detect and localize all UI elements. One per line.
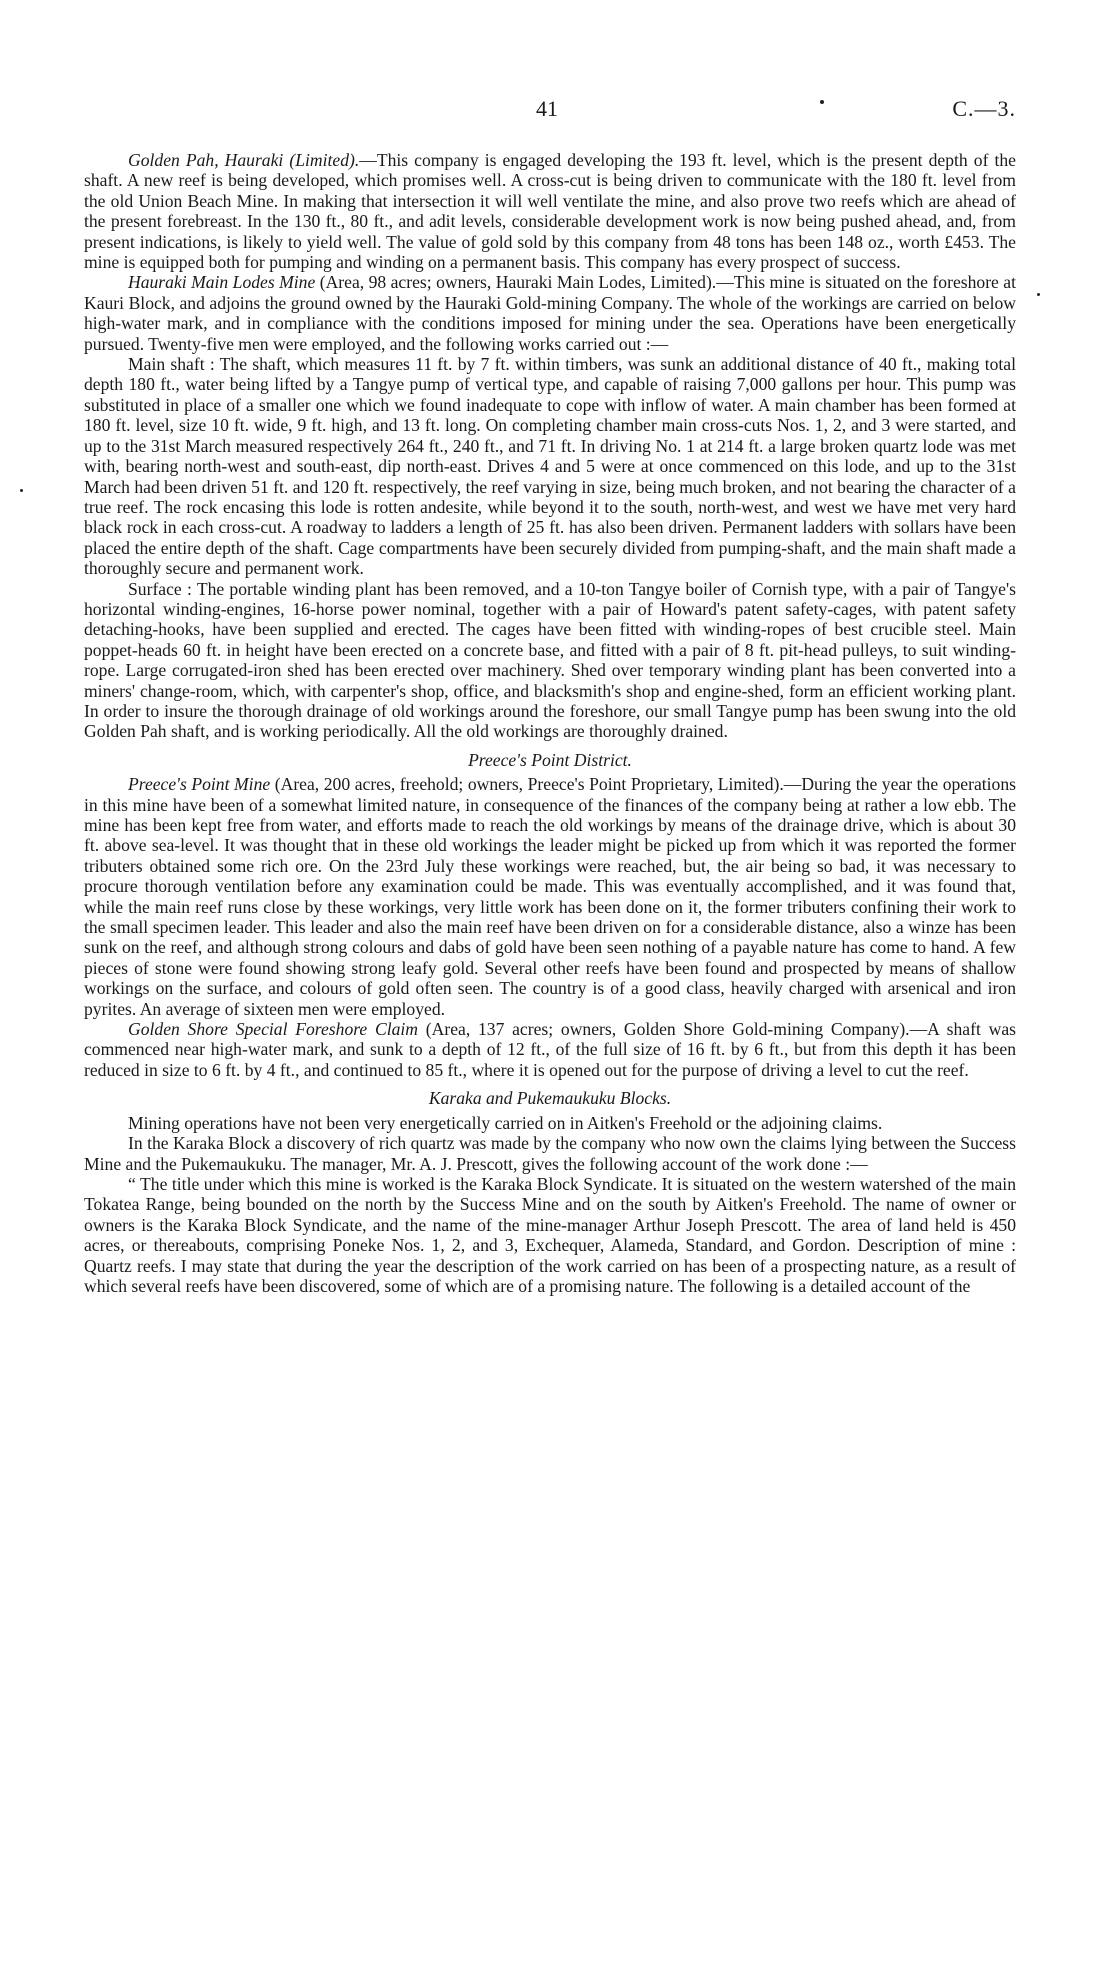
stray-mark [20,489,23,492]
company-title: Golden Shore Special Foreshore Claim [128,1019,419,1040]
paragraph-karaka-1: Mining operations have not been very energetically carried on in Aitken's Freehold or the adjoining claims. [128,1112,883,1133]
paragraph-preeces-point-mine [84,774,1016,1019]
paragraph-text: —This company is engaged developing the 193 ft. level, which is the present depth of the shaft. A new reef is being developed, which promises well. A cross-cut is being driven to communicate with the 180 ft. level from the old Union Beach Mine. In making that intersection it will well ventilate the mine, and also prove two reefs which are ahead of the present forebreast. In the 130 ft., 80 ft., and adit levels, considerable development work is now being pushed ahead, and, from present indications, is likely to yield well. The value of gold sold by this company from 48 tons has been 148 oz., worth £453. The mine is equipped both for pumping and winding on a permanent basis. This company has every prospect of success. [84,150,1016,273]
section-heading-preeces-point: Preece's Point District. [468,749,632,770]
paragraph-surface: Surface : The portable winding plant has been removed, and a 10-ton Tangye boiler of Cornish type, with a pair of Tangye's horizontal winding-engines, 16-horse power nominal, together with a pair of Howard's patent safety-cages, with patent safety detaching-hooks, have been supplied and erected. The cages have been fitted with winding-ropes of best crucible steel. Main poppet-heads 60 ft. in height have been erected on a concrete base, and fitted with a pair of 8 ft. pit-head pulleys, to suit winding-rope. Large corrugated-iron shed has been erected over machinery. Shed over temporary winding plant has been converted into a miners' change-room, which, with carpenter's shop, office, and blacksmith's shop and engine-shed, form an efficient working plant. In order to insure the thorough drainage of old workings around the foreshore, our small Tangye pump has been swung into the old Golden Pah shaft, and is working periodically. All the old workings are thoroughly drained. [84,578,1016,742]
page-number: 41 [536,96,558,121]
company-title: Preece's Point Mine [128,774,271,795]
stray-mark [820,100,824,104]
section-heading-karaka: Karaka and Pukemaukuku Blocks. [428,1088,672,1109]
stray-mark [1037,293,1040,296]
paragraph-text: (Area, 137 acres; owners, Golden Shore Gold-mining Company).—A shaft was commenced near high-water mark, and sunk to a depth of 12 ft., of the full size of 16 ft. by 6 ft., but from this depth it has been reduced in size to 6 ft. by 4 ft., and continued to 85 ft., where it is opened out for the purpose of driving a level to cut the reef. [84,1019,1016,1080]
paragraph-text: (Area, 200 acres, freehold; owners, Preece's Point Proprietary, Limited).—During the year the operations in this mine have been of a somewhat limited nature, in consequence of the finances of the company being at rather a low ebb. The mine has been kept free from water, and efforts made to reach the old workings by means of the drainage drive, which is about 30 ft. above sea-level. It was thought that in these old workings the leader might be picked up from which it was reported the former tributers obtained some rich ore. On the 23rd July these workings were reached, but, the air being so bad, it was necessary to procure thorough ventilation before any examination could be made. This was eventually accomplished, and it was found that, while the main reef runs close by these workings, very little work has been done on it, the former tributers confining their work to the small specimen leader. This leader and also the main reef have been driven on for a considerable distance, also a winze has been sunk on the reef, and although strong colours and dabs of gold have been seen nothing of a payable nature has come to hand. A few pieces of stone were found showing strong leafy gold. Several other reefs have been found and prospected by means of shallow workings on the surface, and colours of gold often seen. The country is of a good class, heavily charged with arsenical and iron pyrites. An average of sixteen men were employed. [84,774,1016,1019]
paragraph-golden-pah [84,150,1016,272]
company-title: Hauraki Main Lodes Mine [128,272,316,293]
page-header [0,96,1114,126]
paragraph-golden-shore [84,1019,1016,1080]
company-title: Golden Pah, Hauraki (Limited). [128,150,360,170]
paragraph-text: (Area, 98 acres; owners, Hauraki Main Lodes, Limited).—This mine is situated on the foreshore at Kauri Block, and adjoins the ground owned by the Hauraki Gold-mining Company. The whole of the workings are carried on below high-water mark, and in compliance with the conditions imposed for mining under the sea. Operations have been energetically pursued. Twenty-five men were employed, and the following works carried out :— [84,272,1016,354]
document-reference: C.—3. [952,96,1016,121]
body-text [84,150,1016,1296]
paragraph-hauraki-main-lodes [84,272,1016,354]
paragraph-main-shaft: Main shaft : The shaft, which measures 11 ft. by 7 ft. within timbers, was sunk an additional distance of 40 ft., making total depth 180 ft., water being lifted by a Tangye pump of vertical type, and capable of raising 7,000 gallons per hour. This pump was substituted in place of a smaller one which we found inadequate to cope with inflow of water. A main chamber has been formed at 180 ft. level, size 10 ft. wide, 9 ft. high, and 13 ft. long. On completing chamber main cross-cuts Nos. 1, 2, and 3 were started, and up to the 31st March measured respectively 264 ft., 240 ft., and 71 ft. In driving No. 1 at 214 ft. a large broken quartz lode was met with, bearing north-west and south-east, dip north-east. Drives 4 and 5 were at once commenced on this lode, and up to the 31st March had been driven 51 ft. and 120 ft. respectively, the reef varying in size, being much broken, and not bearing the character of a true reef. The rock encasing this lode is rotten andesite, while beyond it to the south, north-west, and west we have met very hard black rock in each cross-cut. A roadway to ladders a length of 25 ft. has also been driven. Permanent ladders with sollars have been placed the entire depth of the shaft. Cage compartments have been securely divided from pumping-shaft, and the main shaft made a thoroughly secure and permanent work. [84,354,1016,579]
paragraph-karaka-2: In the Karaka Block a discovery of rich quartz was made by the company who now own the claims lying between the Success Mine and the Pukemaukuku. The manager, Mr. A. J. Prescott, gives the following account of the work done :— [84,1133,1016,1174]
paragraph-karaka-3: “ The title under which this mine is worked is the Karaka Block Syndicate. It is situated on the western watershed of the main Tokatea Range, being bounded on the north by the Success Mine and on the south by Aitken's Freehold. The name of owner or owners is the Karaka Block Syndicate, and the name of the mine-manager Arthur Joseph Prescott. The area of land held is 450 acres, or thereabouts, comprising Poneke Nos. 1, 2, and 3, Exchequer, Alameda, Standard, and Gordon. Description of mine : Quartz reefs. I may state that during the year the description of the work carried on has been of a prospecting nature, as a result of which several reefs have been discovered, some of which are of a promising nature. The following is a detailed account of the [84,1173,1016,1296]
